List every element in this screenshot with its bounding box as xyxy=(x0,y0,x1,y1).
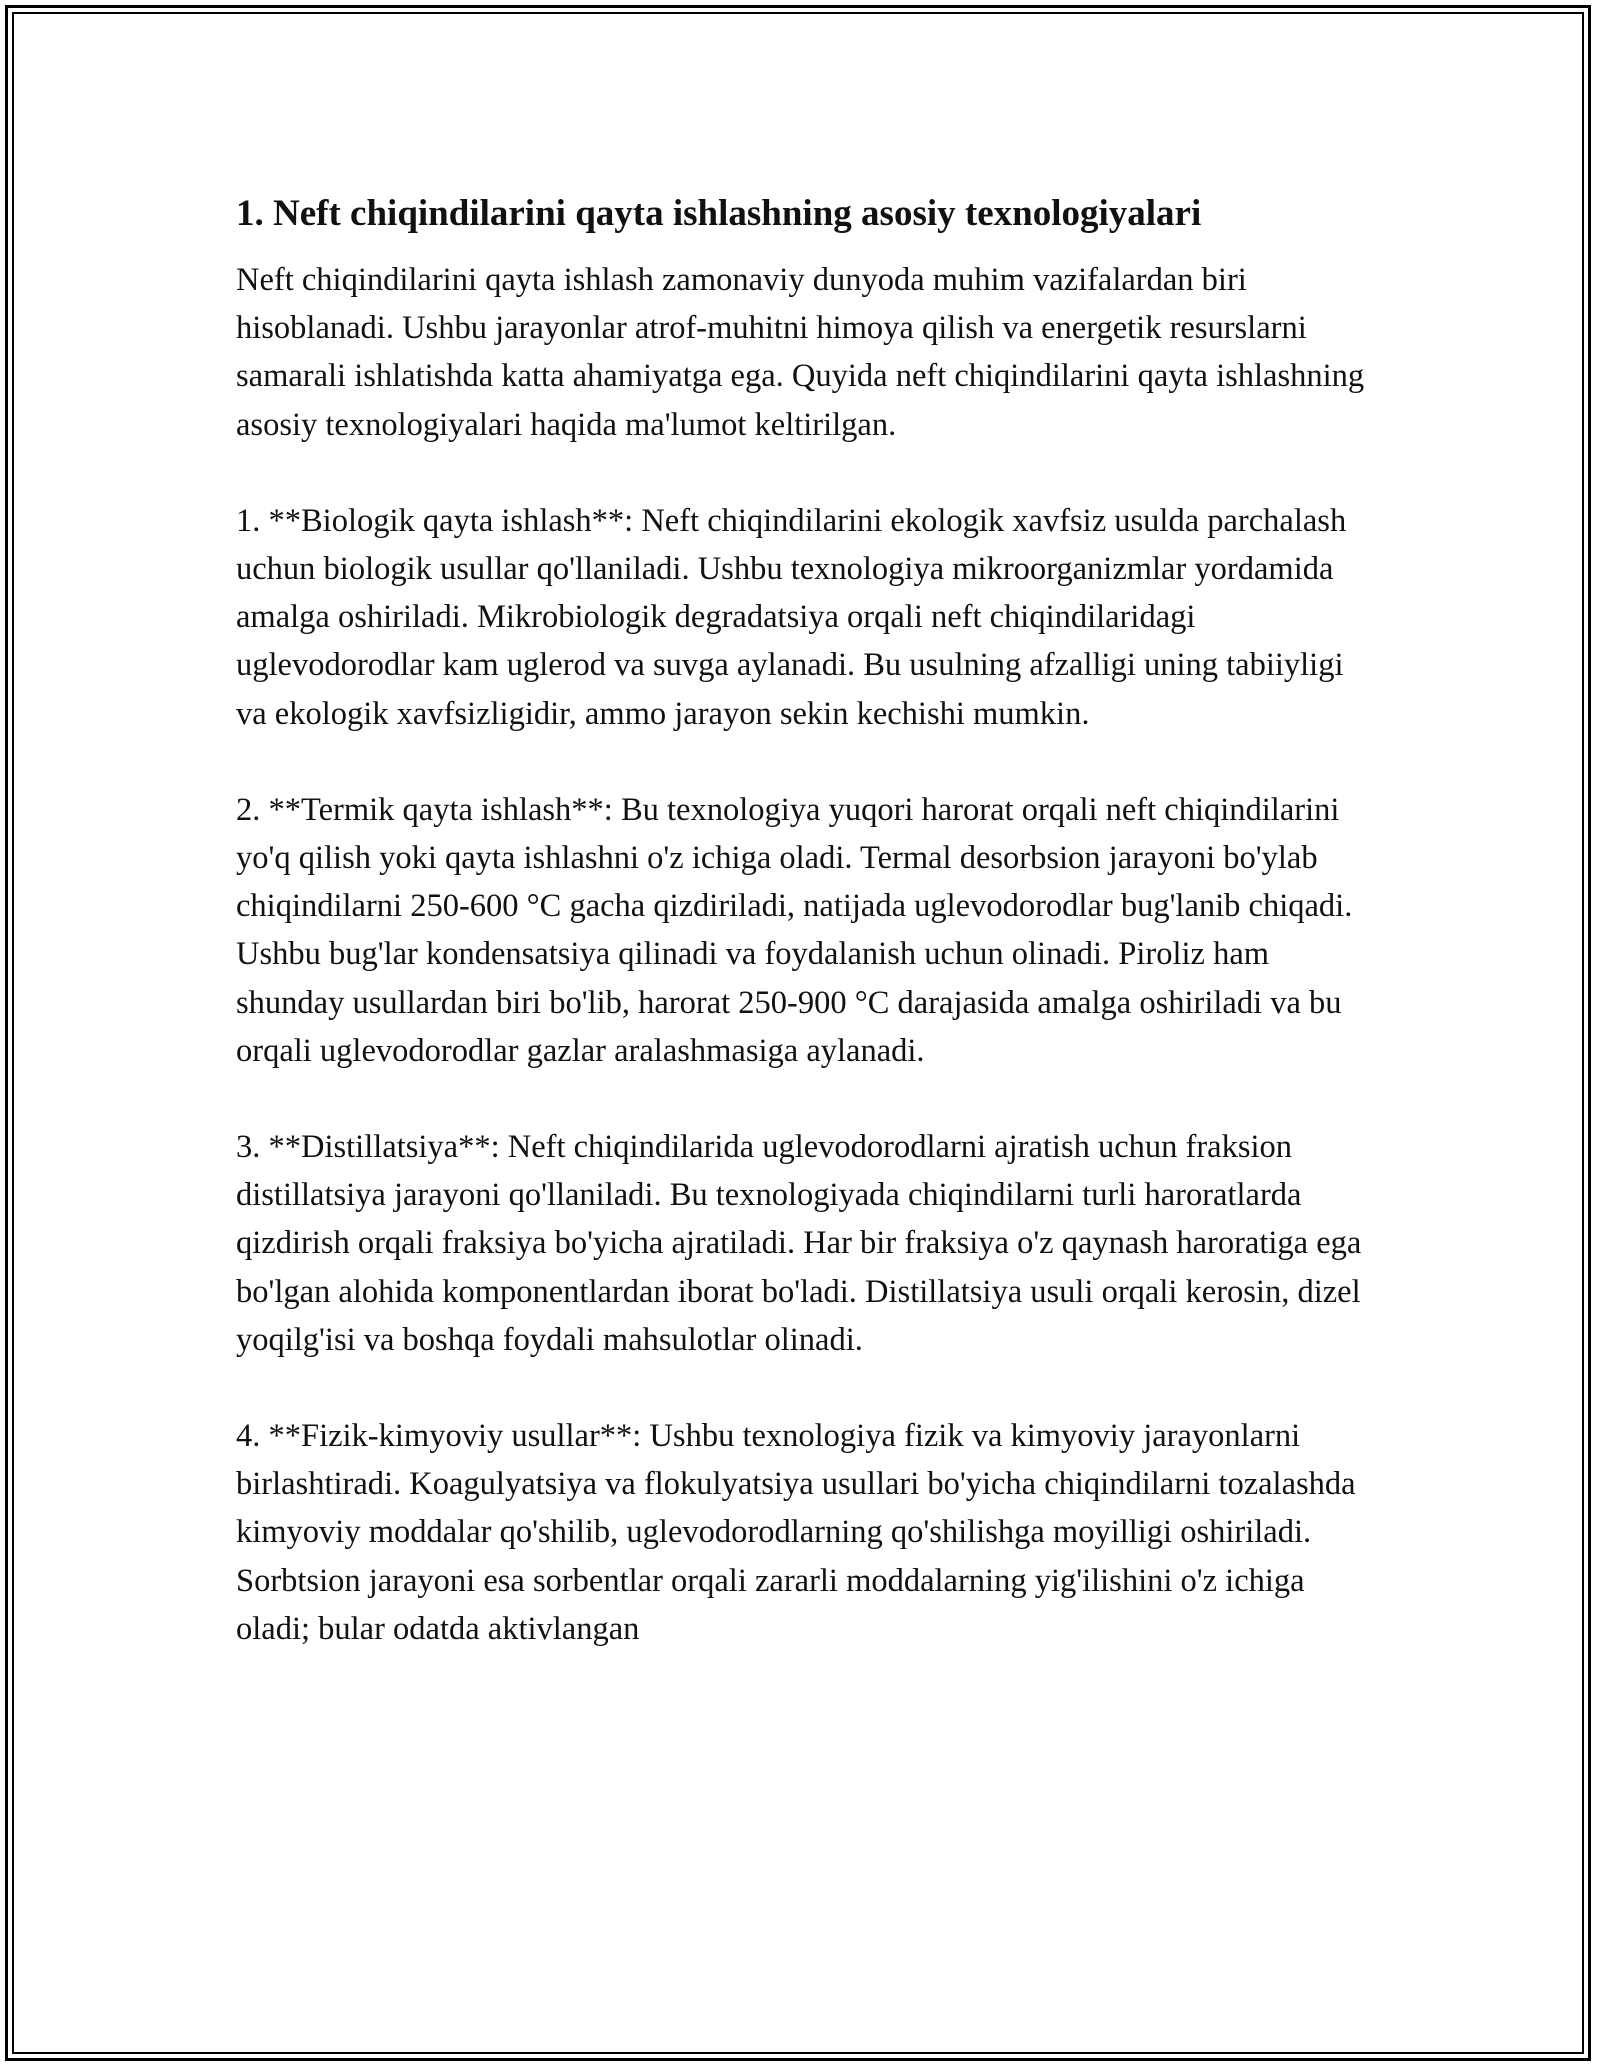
paragraph-biologik: 1. **Biologik qayta ishlash**: Neft chiqindilarini ekologik xavfsiz usulda parchalash uchun biologik usullar qo'llaniladi. Ushbu texnologiya mikroorganizmlar yordamida amalga oshiriladi. Mikrobiologik degradatsiya orqali neft chiqindilaridagi uglevodorodlar kam uglerod va suvga aylanadi. Bu usulning afzalligi uning tabiiyligi va ekologik xavfsizligidir, ammo jarayon sekin kechishi mumkin. xyxy=(236,502,1347,732)
paragraph-termik: 2. **Termik qayta ishlash**: Bu texnologiya yuqori harorat orqali neft chiqindilarini yo'q qilish yoki qayta ishlashni o'z ichiga oladi. Termal desorbsion jarayoni bo'ylab chiqindilarni 250-600 °C gacha qizdiriladi, natijada uglevodorodlar bug'lanib chiqadi. Ushbu bug'lar kondensatsiya qilinadi va foydalanish uchun olinadi. Piroliz ham shunday usullardan biri bo'lib, harorat 250-900 °C darajasida amalga oshiriladi va bu orqali uglevodorodlar gazlar aralashmasiga aylanadi. xyxy=(236,791,1353,1069)
intro-paragraph: Neft chiqindilarini qayta ishlash zamonaviy dunyoda muhim vazifalardan biri hisoblanadi. Ushbu jarayonlar atrof-muhitni himoya qilish va energetik resurslarni samarali ishlatishda katta ahamiyatga ega. Quyida neft chiqindilarini qayta ishlashning asosiy texnologiyalari haqida ma'lumot keltirilgan. xyxy=(236,262,1365,443)
paragraph-fizik-kimyoviy: 4. **Fizik-kimyoviy usullar**: Ushbu texnologiya fizik va kimyoviy jarayonlarni birlashtiradi. Koagulyatsiya va flokulyatsiya usullari bo'yicha chiqindilarni tozalashda kimyoviy moddalar qo'shilib, uglevodorodlarning qo'shilishga moyilligi oshiriladi. Sorbtsion jarayoni esa sorbentlar orqali zararli moddalarning yig'ilishini o'z ichiga oladi; bular odatda aktivlangan xyxy=(236,1418,1356,1647)
section-heading: 1. Neft chiqindilarini qayta ishlashning asosiy texnologiyalari xyxy=(236,193,1202,234)
document-body xyxy=(236,186,1376,1701)
paragraph-distillatsiya: 3. **Distillatsiya**: Neft chiqindilarida uglevodorodlarni ajratish uchun fraksion distillatsiya jarayoni qo'llaniladi. Bu texnologiyada chiqindilarni turli haroratlarda qizdirish orqali fraksiya bo'yicha ajratiladi. Har bir fraksiya o'z qaynash haroratiga ega bo'lgan alohida komponentlardan iborat bo'ladi. Distillatsiya usuli orqali kerosin, dizel yoqilg'isi va boshqa foydali mahsulotlar olinadi. xyxy=(236,1129,1362,1358)
